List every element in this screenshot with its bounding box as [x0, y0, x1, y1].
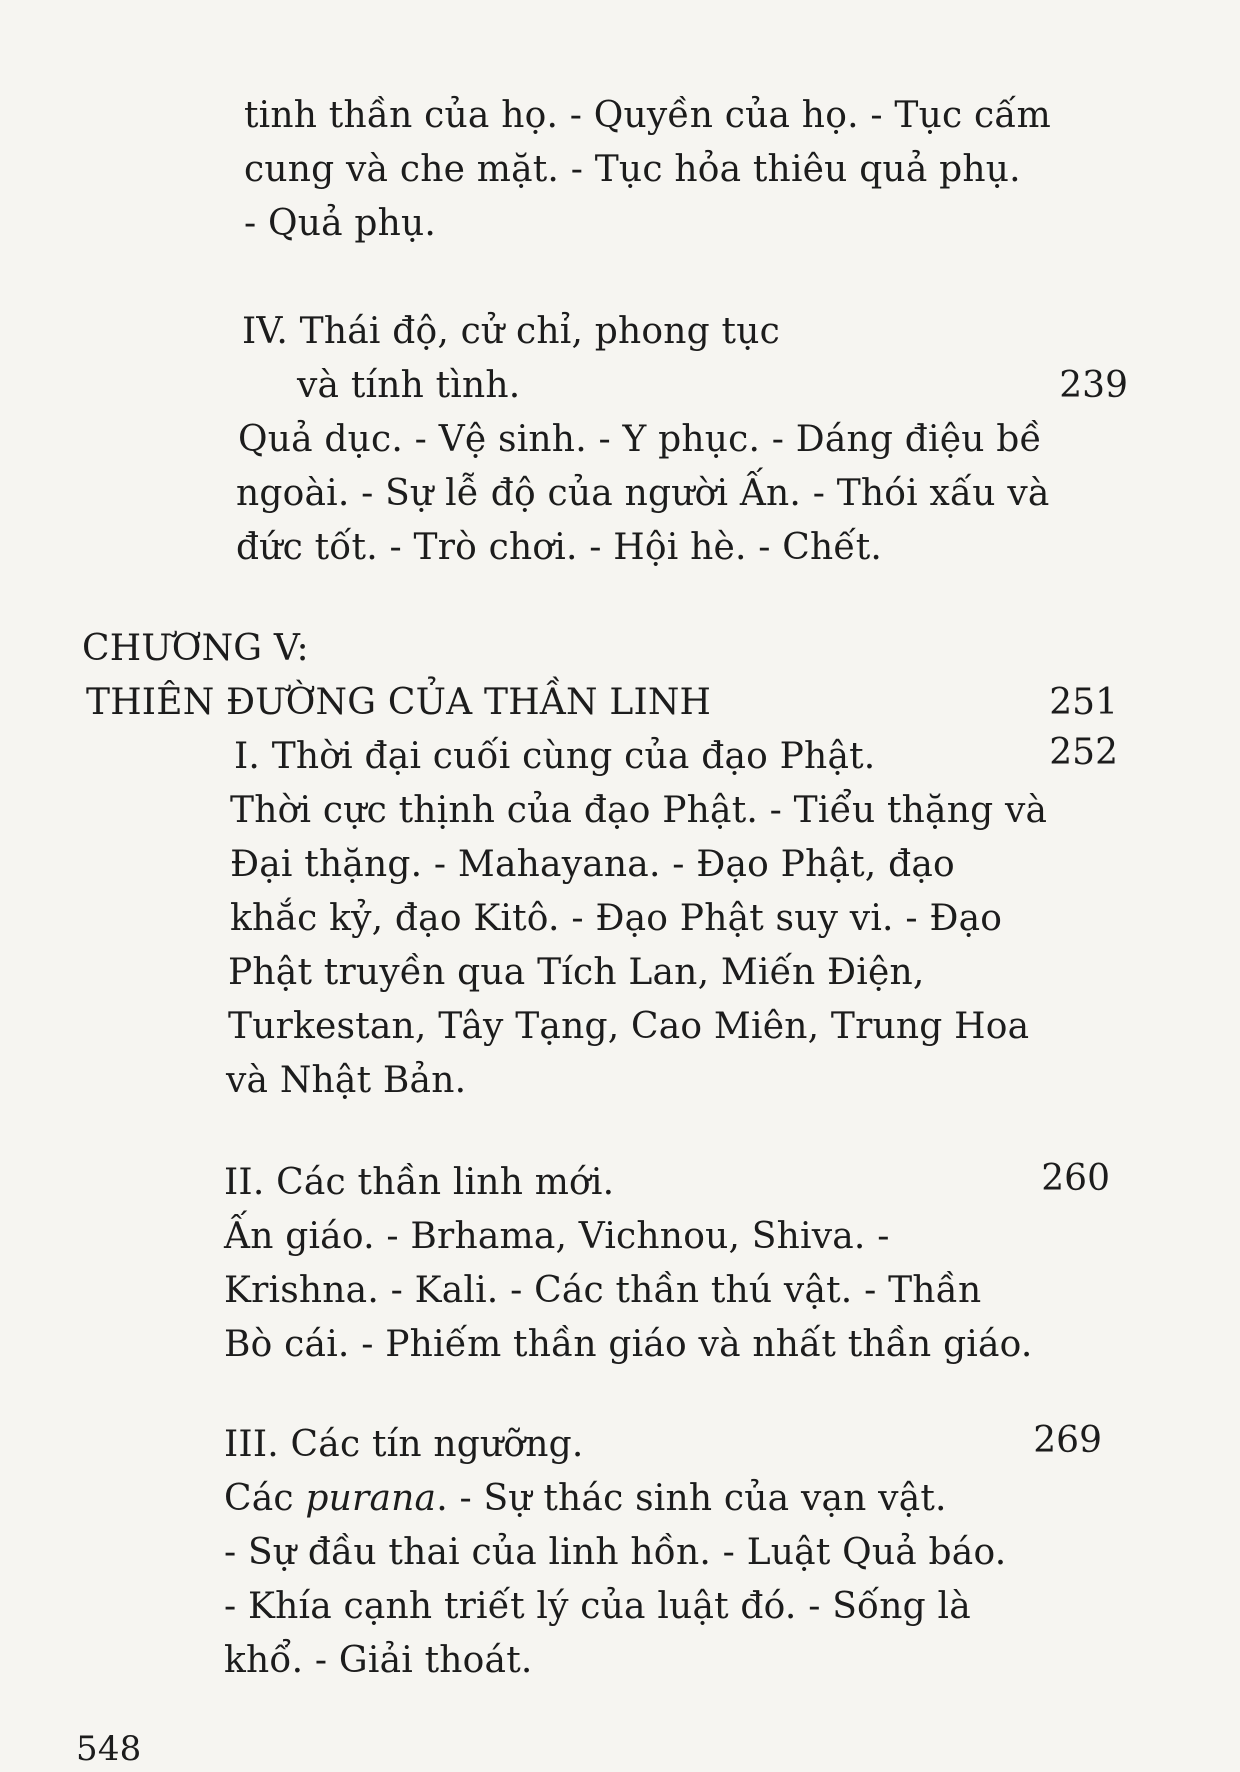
- toc-entry-text: - Quả phụ.: [244, 203, 437, 244]
- toc-page-number: 260: [1041, 1158, 1110, 1199]
- toc-entry-text: [224, 1476, 947, 1522]
- page-number: 548: [76, 1729, 142, 1769]
- toc-section-title: II. Các thần linh mới.: [224, 1162, 615, 1203]
- toc-page-number: 239: [1059, 365, 1128, 406]
- toc-entry-prefix: Các: [224, 1478, 306, 1519]
- toc-page-number: 252: [1049, 732, 1118, 773]
- chapter-label: CHƯƠNG V:: [82, 628, 309, 669]
- toc-page-number: 251: [1049, 682, 1118, 723]
- toc-section-title: IV. Thái độ, cử chỉ, phong tục: [242, 311, 780, 352]
- toc-section-title: III. Các tín ngưỡng.: [224, 1424, 584, 1465]
- toc-entry-text: - Sự đầu thai của linh hồn. - Luật Quả báo.: [224, 1532, 1007, 1573]
- toc-section-title: I. Thời đại cuối cùng của đạo Phật.: [234, 736, 876, 777]
- toc-entry-text: ngoài. - Sự lễ độ của người Ấn. - Thói xấu và: [236, 473, 1050, 514]
- toc-entry-text: Ấn giáo. - Brhama, Vichnou, Shiva. -: [224, 1216, 890, 1257]
- toc-entry-text: khắc kỷ, đạo Kitô. - Đạo Phật suy vi. - Đạo: [230, 898, 1003, 939]
- toc-entry-text: tinh thần của họ. - Quyền của họ. - Tục cấm: [244, 95, 1051, 136]
- toc-entry-text: Thời cực thịnh của đạo Phật. - Tiểu thặng và: [230, 790, 1048, 831]
- toc-entry-text: Đại thặng. - Mahayana. - Đạo Phật, đạo: [230, 844, 955, 885]
- toc-entry-text: Turkestan, Tây Tạng, Cao Miên, Trung Hoa: [228, 1006, 1030, 1047]
- toc-page-number: 269: [1033, 1420, 1102, 1461]
- toc-entry-text: và Nhật Bản.: [226, 1060, 467, 1101]
- toc-entry-text: khổ. - Giải thoát.: [224, 1640, 533, 1681]
- toc-entry-text: đức tốt. - Trò chơi. - Hội hè. - Chết.: [236, 527, 883, 568]
- toc-entry-text: Bò cái. - Phiếm thần giáo và nhất thần giáo.: [224, 1324, 1033, 1365]
- toc-entry-text: Phật truyền qua Tích Lan, Miến Điện,: [228, 952, 925, 993]
- chapter-title: THIÊN ĐƯỜNG CỦA THẦN LINH: [86, 682, 712, 723]
- toc-entry-text: - Khía cạnh triết lý của luật đó. - Sống là: [224, 1586, 971, 1627]
- toc-entry-text: cung và che mặt. - Tục hỏa thiêu quả phụ.: [244, 149, 1021, 190]
- toc-entry-text: Krishna. - Kali. - Các thần thú vật. - Thần: [224, 1270, 982, 1311]
- toc-section-title: và tính tình.: [297, 365, 521, 406]
- toc-entry-text: Quả dục. - Vệ sinh. - Y phục. - Dáng điệu bề: [238, 419, 1042, 460]
- toc-entry-italic-term: purana: [305, 1478, 437, 1519]
- toc-entry-suffix: . - Sự thác sinh của vạn vật.: [436, 1478, 947, 1519]
